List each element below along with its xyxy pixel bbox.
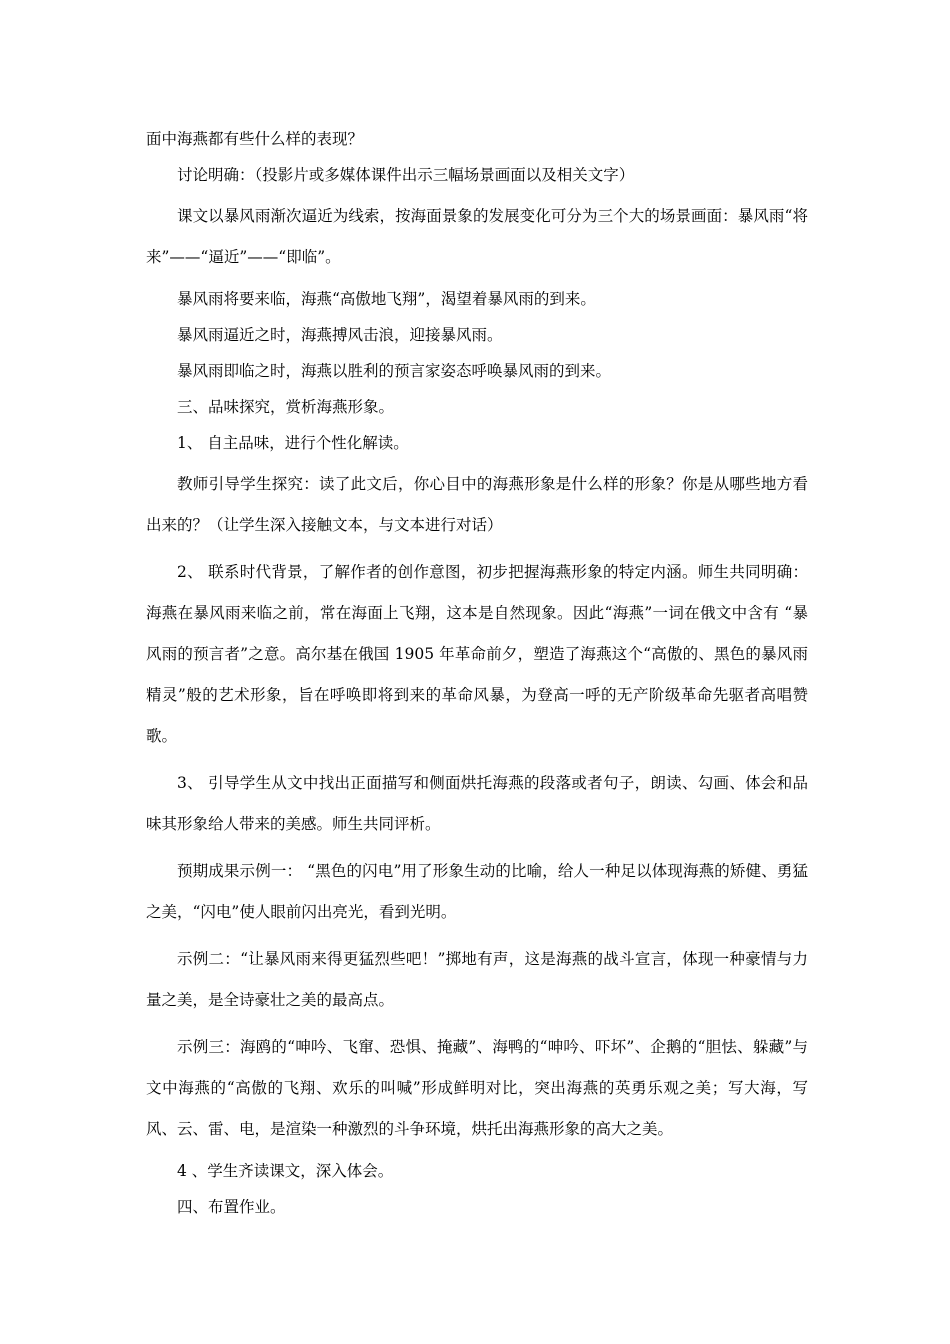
list-item-3: 3、 引导学生从文中找出正面描写和侧面烘托海燕的段落或者句子，朗读、勾画、体会和品味其形象给人带来的美感。师生共同评析。 [146,774,808,833]
paragraph-scene-3: 暴风雨即临之时，海燕以胜利的预言家姿态呼唤暴风雨的到来。 [177,362,612,380]
section-heading-four: 四、布置作业。 [177,1198,286,1216]
list-item-4: 4 、学生齐读课文，深入体会。 [177,1162,394,1180]
list-item-2: 2、 联系时代背景，了解作者的创作意图，初步把握海燕形象的特定内涵。师生共同明确：海燕在暴风雨来临之前，常在海面上飞翔，这本是自然现象。因此“海燕”一词在俄文中含有 “暴风雨的预言者”之意。高尔基在俄国 1905 年革命前夕，塑造了海燕这个“高傲的、黑色的暴风雨精灵”般的艺术形象，旨在呼唤即将到来的革命风暴，为登高一呼的无产阶级革命先驱者高唱赞歌。 [146,563,808,745]
paragraph-scene-overview: 课文以暴风雨渐次逼近为线索，按海面景象的发展变化可分为三个大的场景画面：暴风雨“将来”——“逼近”——“即临”。 [146,207,808,266]
paragraph-scene-2: 暴风雨逼近之时，海燕搏风击浪，迎接暴风雨。 [177,326,503,344]
paragraph-example-2: 示例二：“让暴风雨来得更猛烈些吧！”掷地有声，这是海燕的战斗宣言，体现一种豪情与力量之美，是全诗豪壮之美的最高点。 [146,950,808,1009]
paragraph-example-3: 示例三：海鸥的“呻吟、飞窜、恐惧、掩藏”、海鸭的“呻吟、吓坏”、企鹅的“胆怯、躲藏”与文中海燕的“高傲的飞翔、欢乐的叫喊”形成鲜明对比，突出海燕的英勇乐观之美；写大海，写风、云、雷、电，是渲染一种激烈的斗争环境，烘托出海燕形象的高大之美。 [146,1038,808,1138]
paragraph-teacher-guide: 教师引导学生探究：读了此文后，你心目中的海燕形象是什么样的形象？你是从哪些地方看出来的？（让学生深入接触文本，与文本进行对话） [146,475,808,534]
paragraph-example-1: 预期成果示例一： “黑色的闪电”用了形象生动的比喻，给人一种足以体现海燕的矫健、勇猛之美，“闪电”使人眼前闪出亮光，看到光明。 [146,862,808,921]
section-heading-three: 三、品味探究，赏析海燕形象。 [177,398,395,416]
list-item-1: 1、 自主品味，进行个性化解读。 [177,434,409,452]
paragraph-scene-1: 暴风雨将要来临，海燕“高傲地飞翔”，渴望着暴风雨的到来。 [177,290,596,308]
document-body [146,124,808,1222]
paragraph-discussion: 讨论明确：（投影片或多媒体课件出示三幅场景画面以及相关文字） [177,166,635,184]
paragraph-continuation: 面中海燕都有些什么样的表现？ [146,130,364,148]
